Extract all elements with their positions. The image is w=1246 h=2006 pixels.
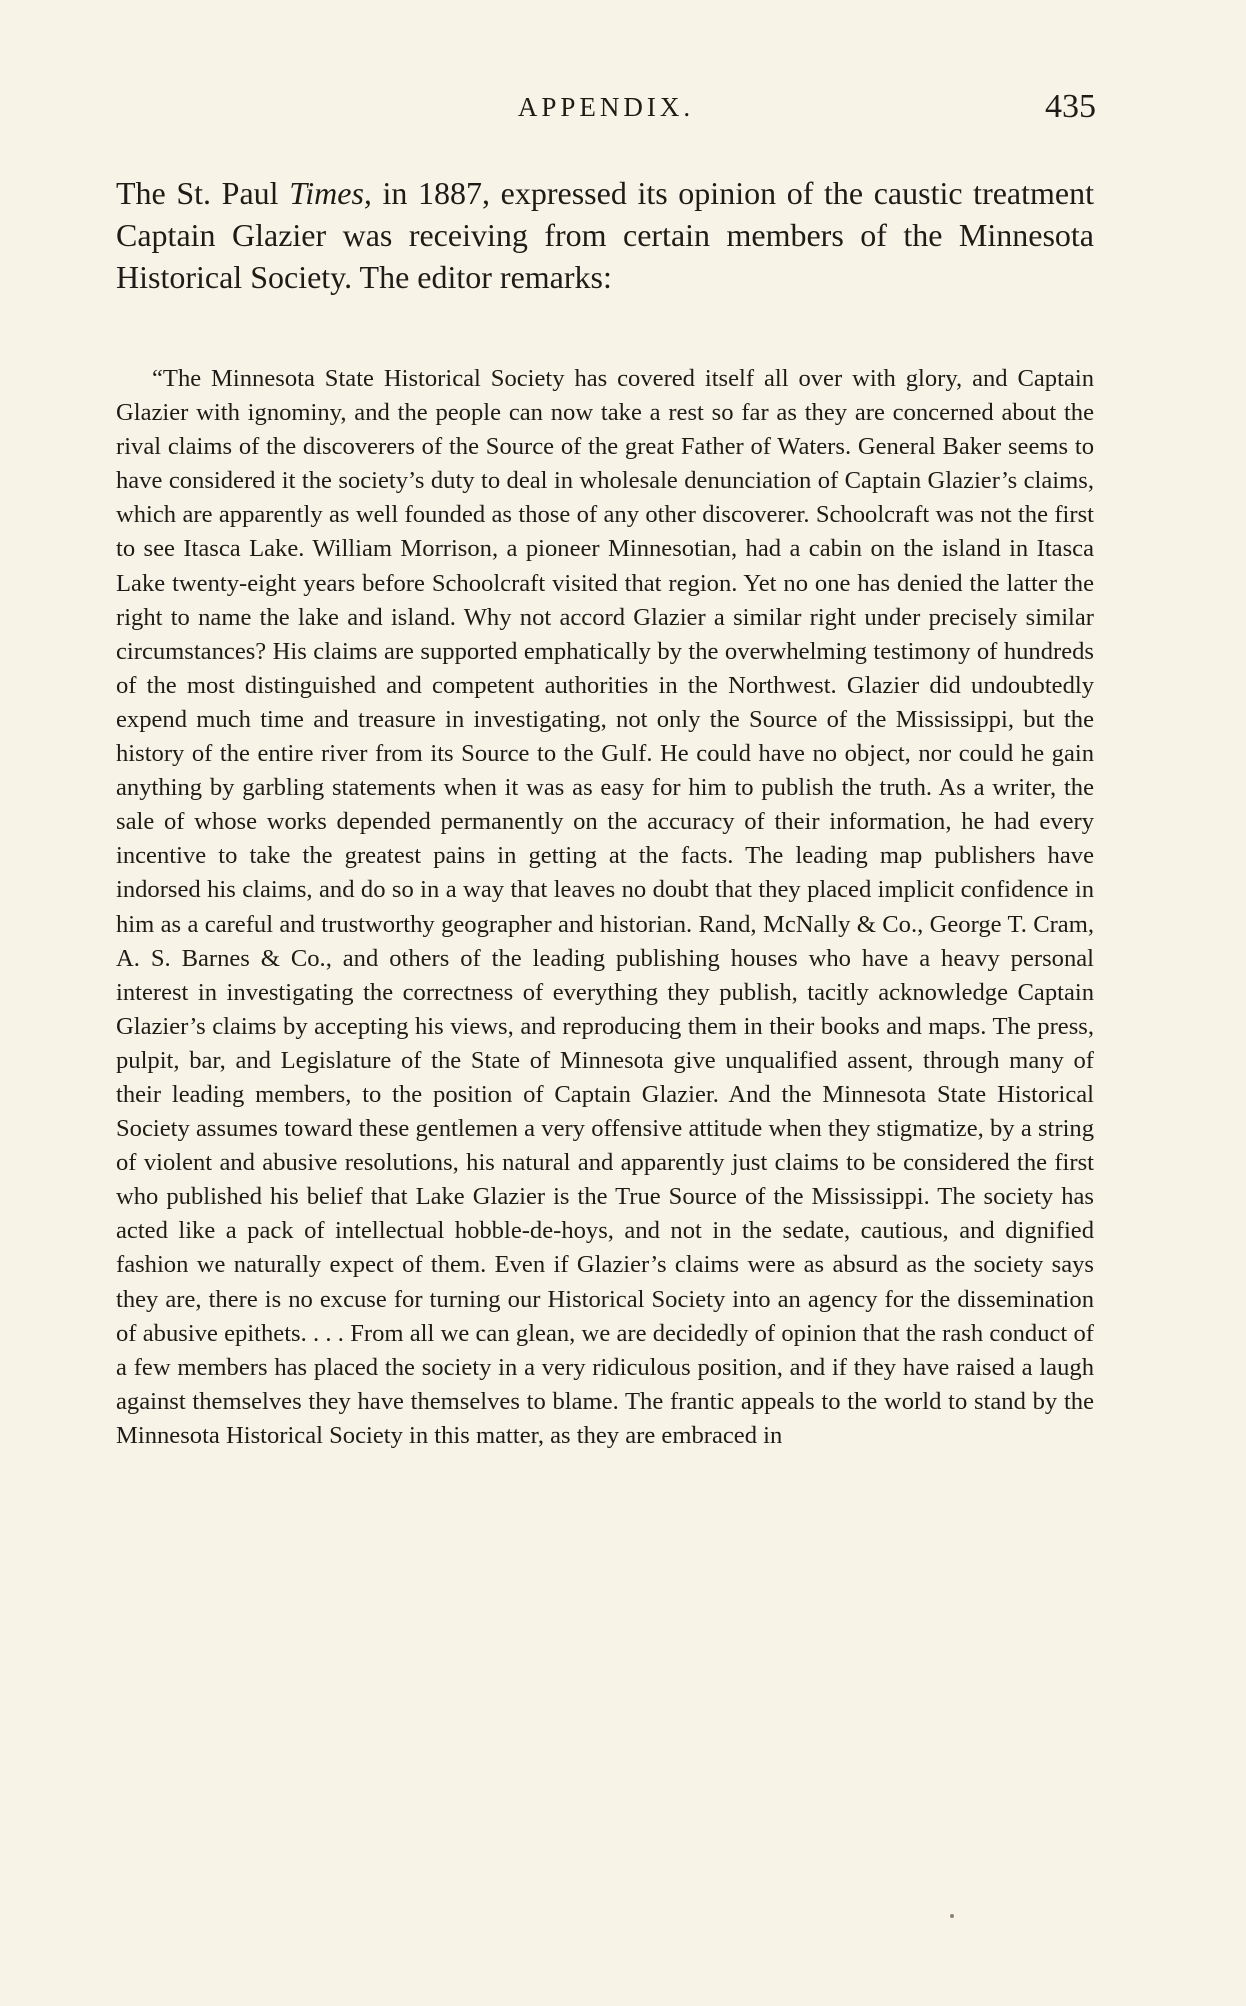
running-title: APPENDIX. [517, 92, 695, 122]
intro-text-before: The St. Paul [116, 175, 290, 211]
intro-text-after: in 1887, expressed its opinion of the caustic treatment Captain Glazier was receiving from certain members of the Minnesota Historical Society. The editor remarks: [116, 175, 1095, 295]
page-number: 435 [1045, 88, 1096, 125]
running-head [116, 88, 1096, 132]
intro-paragraph [116, 172, 1094, 298]
newspaper-title: Times, [289, 175, 372, 211]
block-quote: “The Minnesota State Historical Society has covered itself all over with glory, and Captain Glazier with ignominy, and the people can now take a rest so far as they are concerned about the rival claims of the discoverers of the Source of the great Father of Waters. General Baker seems to have considered it the society’s duty to deal in wholesale denunciation of Captain Glazier’s claims, which are apparently as well founded as those of any other discoverer. Schoolcraft was not the first to see Itasca Lake. William Morrison, a pioneer Minnesotian, had a cabin on the island in Itasca Lake twenty-eight years before Schoolcraft visited that region. Yet no one has denied the latter the right to name the lake and island. Why not accord Glazier a similar right under precisely similar circumstances? His claims are supported emphatically by the overwhelming testimony of hundreds of the most distinguished and competent authorities in the Northwest. Glazier did undoubtedly expend much time and treasure in investigating, not only the Source of the Mississippi, but the history of the entire river from its Source to the Gulf. He could have no object, nor could he gain anything by garbling statements when it was as easy for him to publish the truth. As a writer, the sale of whose works depended permanently on the accuracy of their information, he had every incentive to take the greatest pains in getting at the facts. The leading map publishers have indorsed his claims, and do so in a way that leaves no doubt that they placed implicit confidence in him as a careful and trustworthy geographer and historian. Rand, McNally & Co., George T. Cram, A. S. Barnes & Co., and others of the leading publishing houses who have a heavy personal interest in investigating the correctness of everything they publish, tacitly acknowledge Captain Glazier’s claims by accepting his views, and reproducing them in their books and maps. The press, pulpit, bar, and Legislature of the State of Minnesota give unqualified assent, through many of their leading members, to the position of Captain Glazier. And the Minnesota State Historical Society assumes toward these gentlemen a very offensive attitude when they stigmatize, by a string of violent and abusive resolutions, his natural and apparently just claims to be considered the first who published his belief that Lake Glazier is the True Source of the Mississippi. The society has acted like a pack of intellectual hobble-de-hoys, and not in the sedate, cautious, and dignified fashion we naturally expect of them. Even if Glazier’s claims were as absurd as the society says they are, there is no excuse for turning our Historical Society into an agency for the dissemination of abusive epithets. . . . From all we can glean, we are decidedly of opinion that the rash conduct of a few members has placed the society in a very ridiculous position, and if they have raised a laugh against themselves they have themselves to blame. The frantic appeals to the world to stand by the Minnesota Historical Society in this matter, as they are embraced in [116, 365, 1094, 1449]
paper-speck [950, 1914, 954, 1918]
